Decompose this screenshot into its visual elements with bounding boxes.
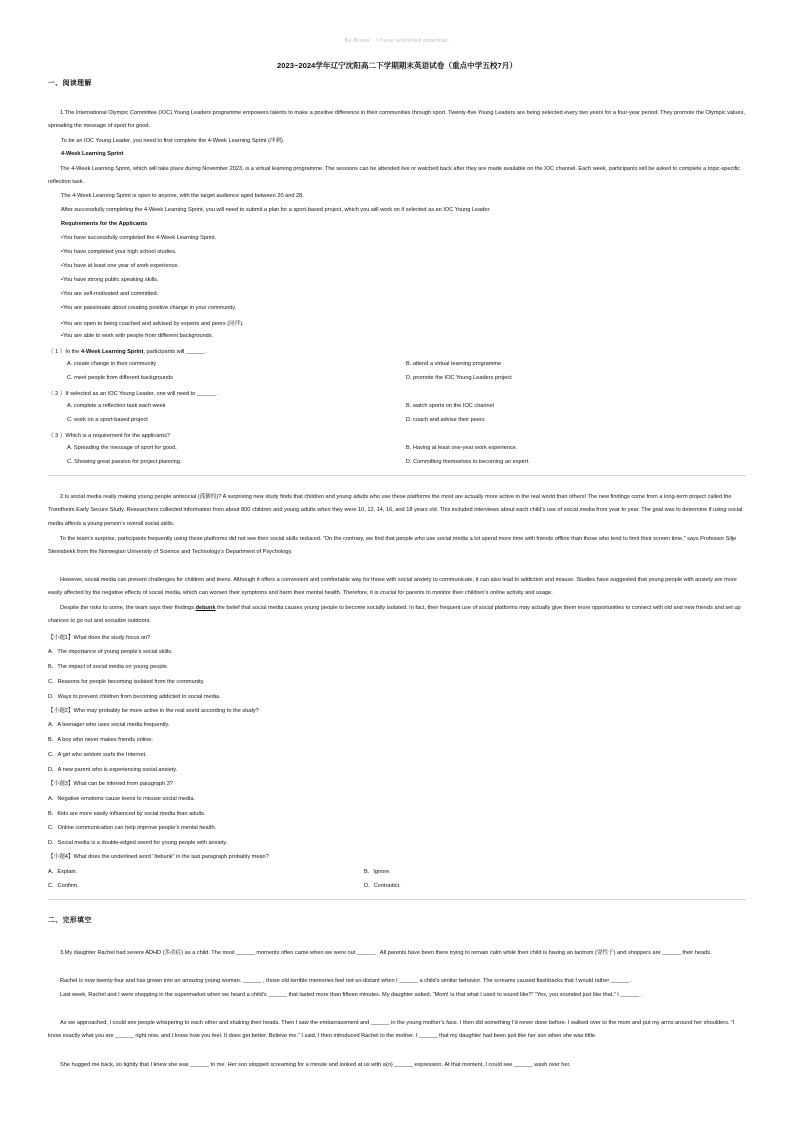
option-a[interactable]: A．A teenager who uses social media frequently. xyxy=(48,722,170,728)
passage1-sprint-text: The 4-Week Learning Sprint, which will take place during November 2023, is a virtual learning programme. The sessions can be attended live or watched back after they are made available on the IOC channel. Each week, participants will be asked to complete a topic-specific reflection task. xyxy=(48,166,741,186)
option-a[interactable]: A．The importance of young people’s social skills. xyxy=(48,649,173,655)
exam-title: 2023~2024学年辽宁沈阳高二下学期期末英语试卷（重点中学五校7月） xyxy=(277,61,517,70)
requirement-item: •You have strong public speaking skills. xyxy=(61,277,159,283)
option-b[interactable]: B．Ignore. xyxy=(364,869,391,875)
option-d[interactable]: D. Committing themselves to becoming an expert. xyxy=(406,459,530,465)
passage1-line: The 4-Week Learning Sprint is open to anyone, with the target audience aged between 20 and 28. xyxy=(61,193,304,199)
option-c[interactable]: C．Confirm. xyxy=(48,883,79,889)
question-1-1: （ 1 ）In the 4-Week Learning Sprint, participants will ______ . xyxy=(48,349,208,355)
option-b[interactable]: B. watch sports on the IOC channel xyxy=(406,403,494,409)
option-c[interactable]: C. work on a sport-based project xyxy=(67,417,148,423)
option-d[interactable]: D．Contradict. xyxy=(364,883,401,889)
option-b[interactable]: B．Kids are more easily influenced by social media than adults. xyxy=(48,811,206,817)
question-2-2: 【小题2】Who may probably be more active in the real world according to the study? xyxy=(48,708,259,714)
requirement-item: •You are passionate about creating positive change in your community. xyxy=(61,305,237,311)
option-d[interactable]: D．A new parent who is experiencing social anxiety. xyxy=(48,767,178,773)
passage1-line: After successfully completing the 4-Week Learning Sprint, you will need to submit a plan for a sport-based project, which you will work on if selected as an IOC Young Leader. xyxy=(61,207,491,213)
question-1-3: （ 3 ）Which is a requirement for the applicants? xyxy=(48,433,170,439)
requirement-item: •You have completed your high school studies. xyxy=(61,249,177,255)
passage2-paragraph-4: Despite the risks to some, the team says their findings debunk the belief that social media causes young people to become socially isolated. In fact, their frequent use of social platforms may actually give them more opportunities to connect with old and new friends and set up chances to go out and socialize outdoors. xyxy=(48,605,741,625)
question-1-2: （ 2 ）If selected as an IOC Young Leader, one will need to ______ . xyxy=(48,391,219,397)
requirement-item: •You have successfully completed the 4-Week Learning Sprint. xyxy=(61,235,217,241)
cloze-paragraph-1: 3.My daughter Rachel had severe ADHD (多动症) as a child. The most ______ moments often came when we were out ______ . All parents have been there trying to remain calm while their child is having an tantrum (耍性子) and shoppers are ______ their heads. xyxy=(60,950,712,956)
divider xyxy=(48,475,746,476)
passage1-subheading: Requirements for the Applicants xyxy=(61,221,148,227)
cloze-paragraph-3: Last week, Rachel and I were shopping in the supermarket when we heard a child’s ______ that lasted more than fifteen minutes. My daughter asked, “Mom! Is that what I used to sound like?” “Yes, you sounded just like that,” I ______ . xyxy=(60,992,643,998)
underlined-word: debunk xyxy=(195,605,216,611)
option-a[interactable]: A．Explain. xyxy=(48,869,78,875)
watermark: Be Brave · I have unlimited potential. xyxy=(344,38,450,44)
cloze-paragraph-4: As we approached, I could see people whispering to each other and shaking their heads. Then I saw the embarrassment and ______ in the young mother’s face. I then did something I’d never done before. I walked over to the mom and put my arms around her shoulders. “I know exactly what you are ______ right now, and I know how you feel. It does get better. Believe me.” I said. I then introduced Rachel to the mother. I ______ that my daughter had been just like her son when she was little. xyxy=(48,1020,735,1040)
cloze-paragraph-5: She hugged me back, so tightly that I knew she was ______ to me. Her son stopped screaming for a minute and looked at us with a(n) ______ expression. At that moment, I could see ______ wash over her. xyxy=(60,1062,571,1068)
passage1-subheading: 4-Week Learning Sprint xyxy=(61,151,124,157)
option-b[interactable]: B. attend a virtual learning programme xyxy=(406,361,502,367)
section-heading-cloze: 二、完形填空 xyxy=(48,916,92,924)
option-d[interactable]: D．Social media is a double-edged sword for young people with anxiety. xyxy=(48,840,228,846)
option-a[interactable]: A. complete a reflection task each week xyxy=(67,403,166,409)
question-2-1: 【小题1】What does the study focus on? xyxy=(48,635,151,641)
cloze-paragraph-2: Rachel is now twenty-four and has grown into an amazing young woman. ______ , those old terrible memories feel not-so-distant when I ______ a child’s similar behavior. The screams caused flashbacks that I would rather ______ . xyxy=(60,978,633,984)
requirement-item: •You have at least one year of work experience. xyxy=(61,263,180,269)
option-d[interactable]: D. promote the IOC Young Leaders project xyxy=(406,375,512,381)
divider xyxy=(48,899,746,900)
section-heading-reading: 一、阅读理解 xyxy=(48,79,92,87)
option-d[interactable]: D．Ways to prevent children from becoming addicted to social media. xyxy=(48,694,221,700)
passage1-intro: 1.The International Olympic Committee (IOC) Young Leaders programme empowers talents to make a positive difference in their communities through sport. Twenty-five Young Leaders are being selected every two years for a four-year period. They promote the Olympic values, spreading the message of sport for good. xyxy=(48,110,745,130)
requirement-item: •You are self-motivated and committed. xyxy=(61,291,159,297)
option-a[interactable]: A. create change in their community xyxy=(67,361,157,367)
option-c[interactable]: C．Reasons for people becoming isolated from the community. xyxy=(48,679,205,685)
option-a[interactable]: A．Negative emotions cause teens to misuse social media. xyxy=(48,796,196,802)
option-d[interactable]: D. coach and advise their peers xyxy=(406,417,485,423)
option-b[interactable]: B．The impact of social media on young people. xyxy=(48,664,169,670)
passage2-paragraph-1: 2.Is social media really making young people antisocial (孤僻的)? A surprising new study finds that children and young adults who use these platforms the most are actually more active in the real world than others! The new findings come from a long-term project called the Trondheim Early Secure Study. Researchers collected information from about 800 children and young adults when they were 10, 12, 14, 16, and 18 years old. This included interviews about each child’s use of social media from year to year. The goal was to determine if using social media affects a young person’s overall social skills. xyxy=(48,494,743,527)
passage2-paragraph-2: To the team’s surprise, participants frequently using these platforms did not see their social skills reduced. “On the contrary, we find that people who use social media a lot spend more time with friends offline than those who tend to limit their screen time,” says Professor Silje Steinsbekk from the Norwegian University of Science and Technology’s Department of Psychology. xyxy=(48,536,737,556)
passage2-paragraph-3: However, social media can present challenges for children and teens. Although it offers a convenient and comfortable way for those with social anxiety to communicate, it can also lead to addiction and misuse. Studies have suggested that young people with anxiety are more easily affected by the negative effects of social media, which can worsen their symptoms and harm their mental health. Therefore, it is crucial for parents to monitor their children’s online activity and usage. xyxy=(48,577,737,597)
option-c[interactable]: C．A girl who seldom surfs the Internet. xyxy=(48,752,147,758)
requirement-item: •You are able to work with people from different backgrounds. xyxy=(61,333,214,339)
passage1-line: To be an IOC Young Leader, you need to first complete the 4-Week Learning Sprint (冲刺). xyxy=(61,138,285,144)
option-c[interactable]: C．Online communication can help improve people’s mental health. xyxy=(48,825,217,831)
option-b[interactable]: B．A boy who never makes friends online. xyxy=(48,737,154,743)
option-c[interactable]: C. Showing great passion for project planning. xyxy=(67,459,182,465)
question-2-4: 【小题4】What does the underlined word “debunk” in the last paragraph probably mean? xyxy=(48,854,269,860)
option-a[interactable]: A. Spreading the message of sport for good. xyxy=(67,445,177,451)
requirement-item: •You are open to being coached and advised by experts and peers (同伴). xyxy=(61,321,244,327)
option-c[interactable]: C. meet people from different backgrounds xyxy=(67,375,173,381)
option-b[interactable]: B. Having at least one-year work experience. xyxy=(406,445,518,451)
question-2-3: 【小题3】What can be inferred from paragraph 3? xyxy=(48,781,173,787)
